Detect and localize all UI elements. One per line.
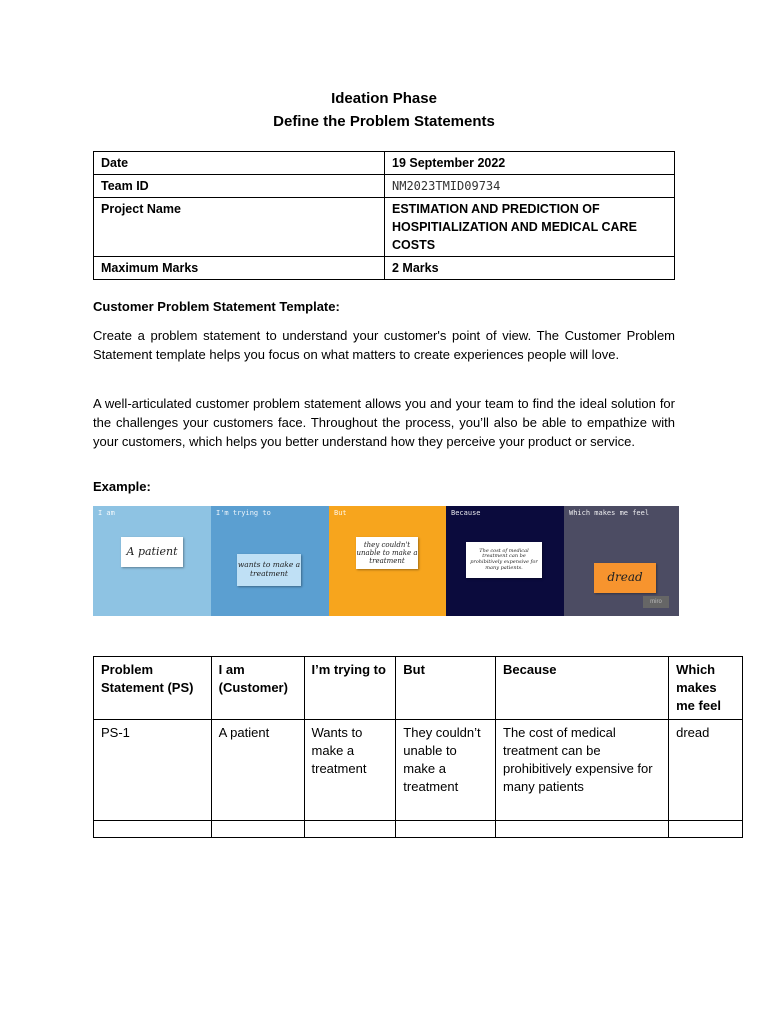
table-cell: Wants to make a treatment [304, 720, 396, 821]
sticky-note: wants to make a treatment [237, 554, 301, 586]
column-header: Problem Statement (PS) [94, 657, 212, 720]
table-row [94, 152, 675, 175]
table-cell [669, 821, 743, 838]
table-cell: They couldn’t unable to make a treatment [396, 720, 496, 821]
panel-label: I am [98, 509, 115, 517]
table-cell [496, 821, 669, 838]
table-cell: The cost of medical treatment can be prohibitively expensive for many patients [496, 720, 669, 821]
table-cell [396, 821, 496, 838]
table-cell: PS-1 [94, 720, 212, 821]
column-header: Because [496, 657, 669, 720]
problem-statement-table [93, 656, 743, 838]
info-key: Maximum Marks [94, 257, 385, 280]
info-key: Team ID [94, 175, 385, 198]
info-table [93, 151, 675, 280]
table-row [94, 175, 675, 198]
column-header: But [396, 657, 496, 720]
example-panel-i-am [93, 506, 211, 616]
paragraph-intro: Create a problem statement to understand your customer's point of view. The Customer Problem Statement template helps you focus on what matters to create experiences people will love. [93, 328, 675, 362]
info-value: 2 Marks [385, 257, 675, 280]
column-header: Which makes me feel [669, 657, 743, 720]
table-row [94, 257, 675, 280]
example-label: Example: [93, 479, 151, 494]
sticky-note: they couldn't unable to make a treatment [356, 537, 418, 569]
example-panel-because [446, 506, 564, 616]
column-header: I am (Customer) [211, 657, 304, 720]
panel-label: I'm trying to [216, 509, 271, 517]
sticky-note: dread [594, 563, 656, 593]
table-row [94, 198, 675, 257]
info-value: ESTIMATION AND PREDICTION OF HOSPITIALIZATION AND MEDICAL CARE COSTS [385, 198, 675, 257]
column-header: I’m trying to [304, 657, 396, 720]
sticky-note: A patient [121, 537, 183, 567]
table-cell [211, 821, 304, 838]
panel-label: But [334, 509, 347, 517]
table-cell: dread [669, 720, 743, 821]
panel-label: Which makes me feel [569, 509, 650, 517]
table-header-row [94, 657, 743, 720]
table-row-empty [94, 821, 743, 838]
paragraph-details: A well-articulated customer problem statement allows you and your team to find the ideal solution for the challenges your customers face. Throughout the process, you’ll also be able to empathize with your customers, which helps you better understand how they perceive your product or service. [93, 396, 675, 449]
example-panel-but [329, 506, 446, 616]
page-subtitle: Define the Problem Statements [273, 113, 495, 130]
info-key: Project Name [94, 198, 385, 257]
template-heading: Customer Problem Statement Template: [93, 299, 340, 314]
example-panel-feel [564, 506, 679, 616]
table-cell [94, 821, 212, 838]
info-value: 19 September 2022 [385, 152, 675, 175]
example-panel-trying-to [211, 506, 329, 616]
info-value: NM2023TMID09734 [385, 175, 675, 198]
sticky-note: The cost of medical treatment can be prohibitively expensive for many patients. [466, 542, 542, 578]
page-title: Ideation Phase [331, 90, 437, 107]
table-cell [304, 821, 396, 838]
example-image [93, 506, 679, 616]
table-row [94, 720, 743, 821]
panel-label: Because [451, 509, 481, 517]
miro-watermark: miro [643, 596, 669, 608]
table-cell: A patient [211, 720, 304, 821]
info-key: Date [94, 152, 385, 175]
